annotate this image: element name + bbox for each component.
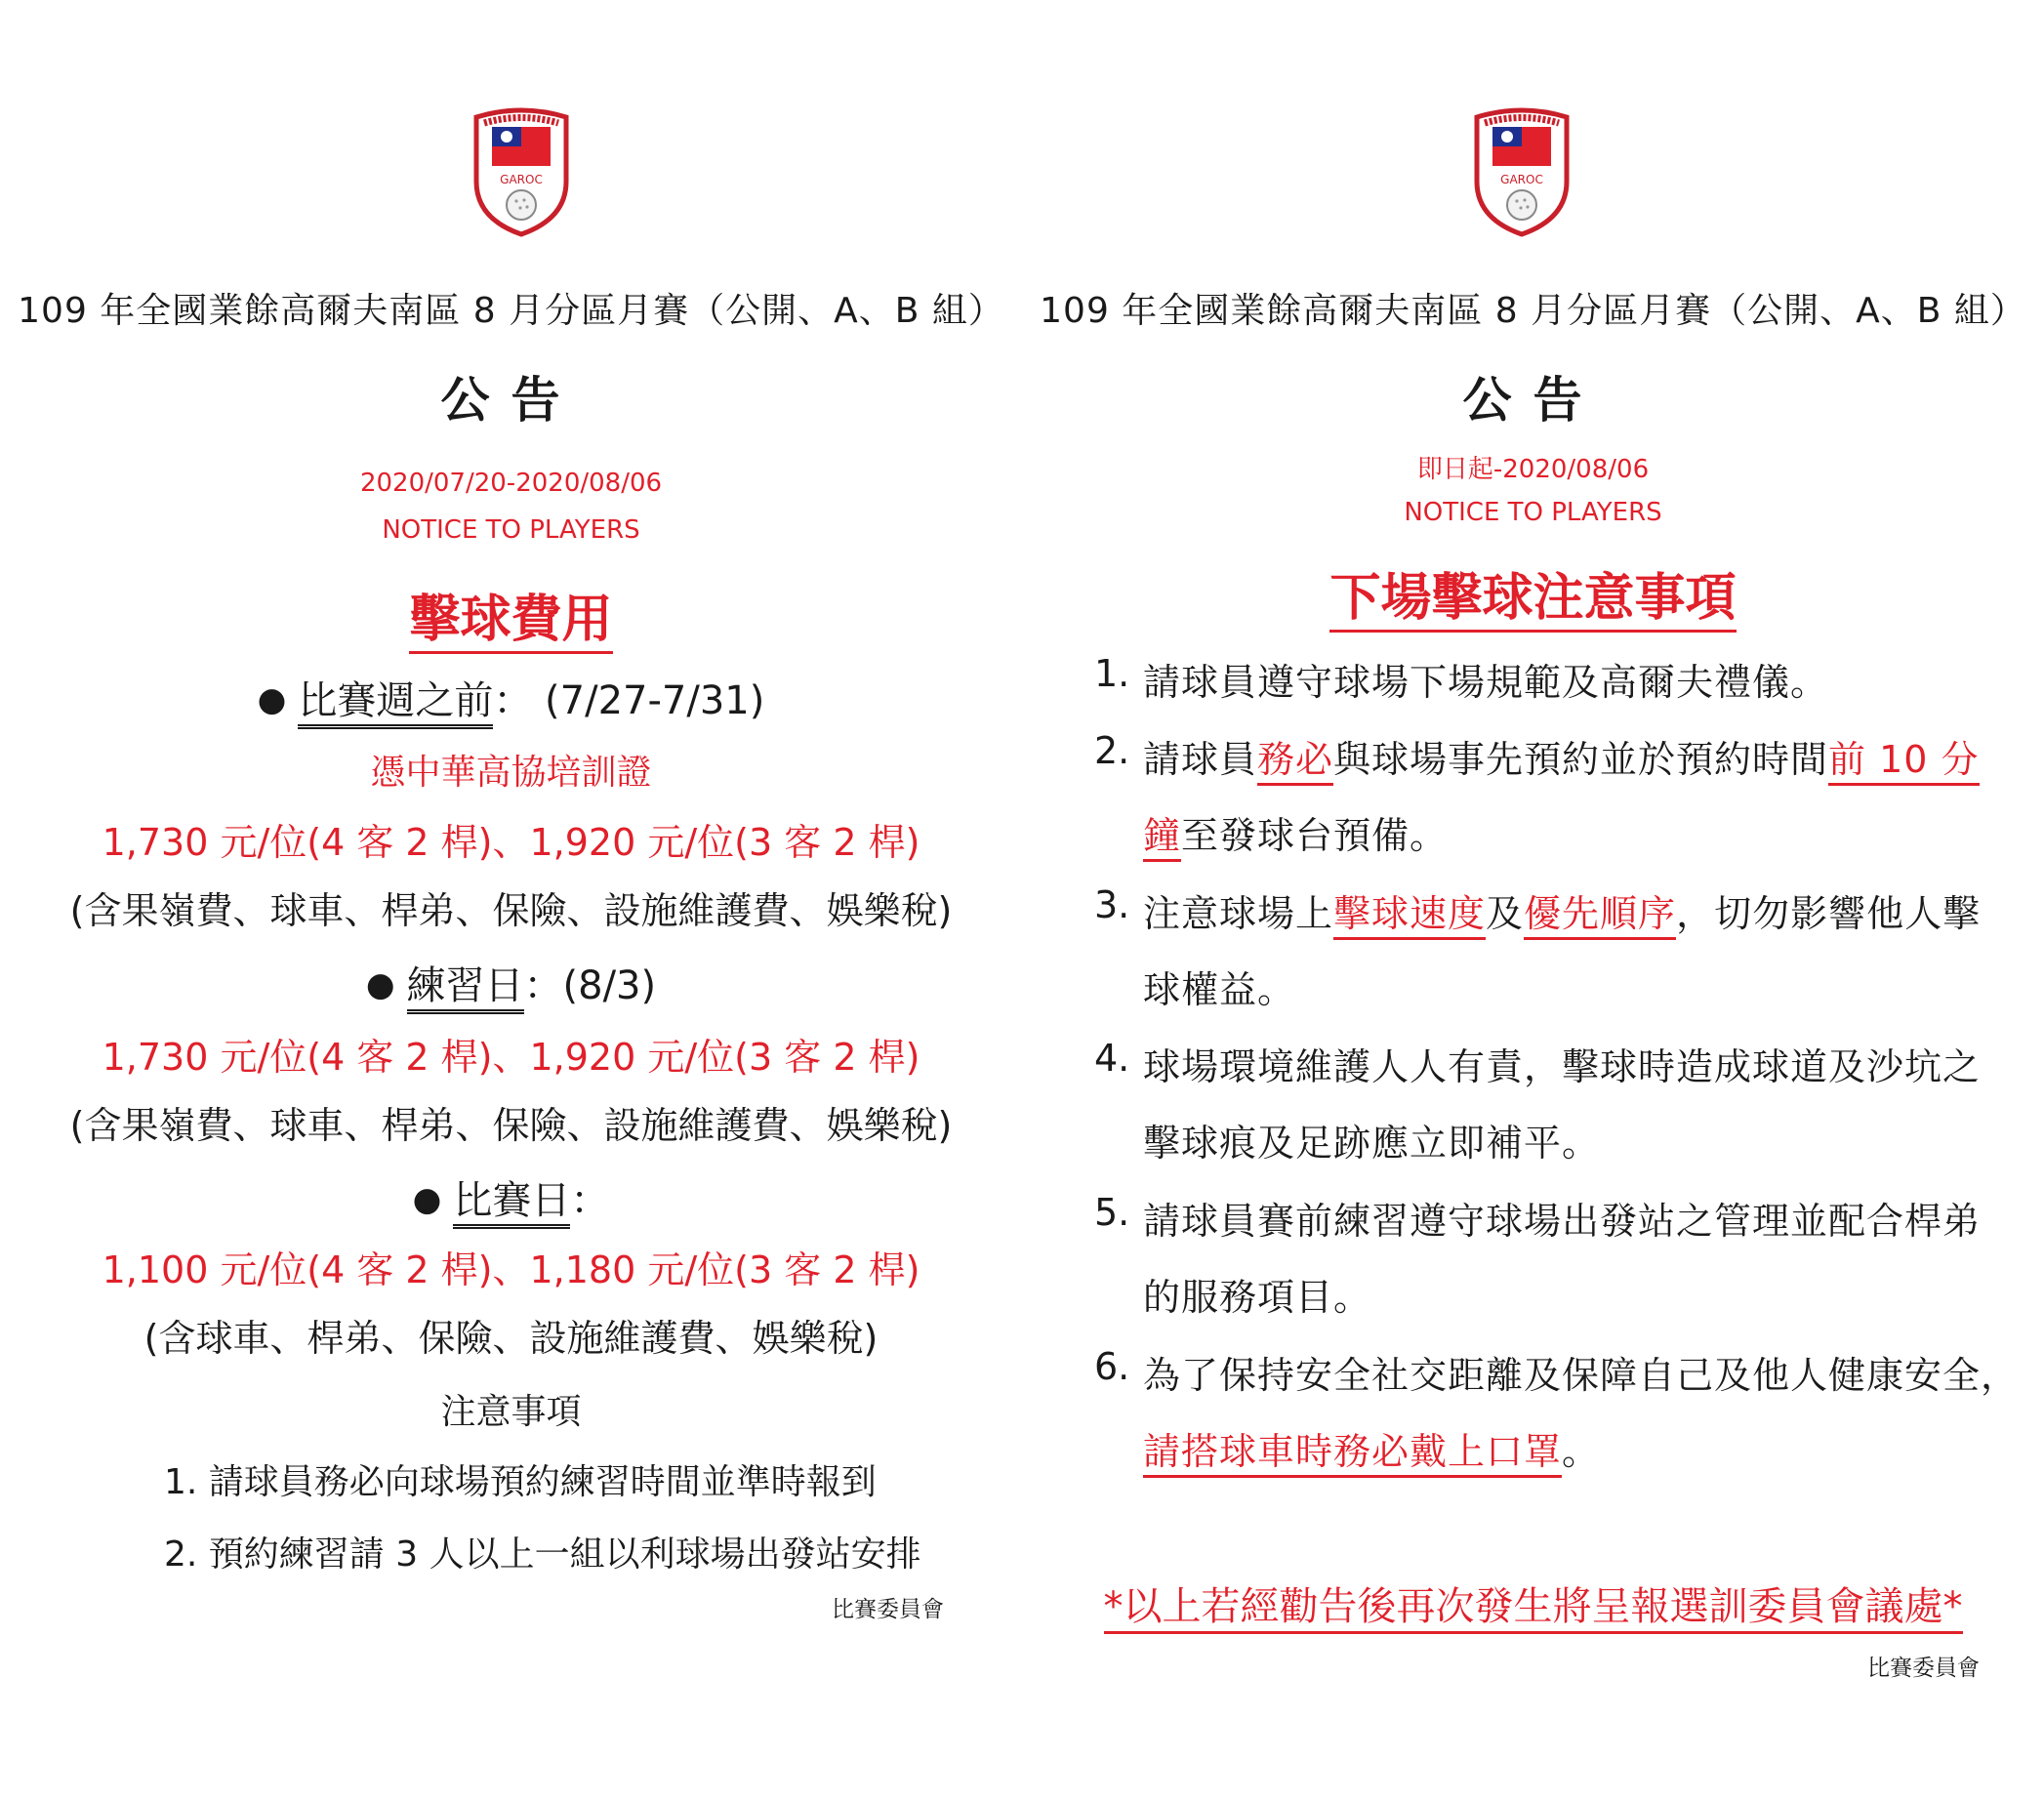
rule-text: 球權益。 [1143, 968, 1296, 1011]
rule-number: 1. [1094, 652, 1130, 695]
rule-highlight: 前 10 分 [1828, 738, 1980, 786]
period-label: 練習日 [407, 963, 524, 1014]
notice-title: 109 年全國業餘高爾夫南區 8 月分區月賽（公開、A、B 組） [1040, 291, 2026, 331]
period-label: 比賽日 [453, 1178, 570, 1229]
includes: (含果嶺費、球車、桿弟、保險、設施維護費、娛樂稅) [69, 889, 953, 932]
period-suffix: ：(8/3) [523, 963, 657, 1008]
section-title-text: 下場擊球注意事項 [1329, 569, 1736, 633]
price: 1,730 元/位(4 客 2 桿)、1,920 元/位(3 客 2 桿) [102, 821, 920, 864]
rule-text-part: 。 [1562, 1430, 1601, 1473]
note-item: 1. 請球員務必向球場預約練習時間並準時報到 [164, 1462, 877, 1502]
warning-text [1022, 1575, 2044, 1631]
svg-text:GAROC: GAROC [1500, 173, 1543, 186]
price: 1,100 元/位(4 客 2 桿)、1,180 元/位(3 客 2 桿) [102, 1248, 920, 1291]
bullet-icon: ● [412, 1180, 442, 1219]
rule-highlight: 務必 [1257, 738, 1333, 786]
rule-text [1143, 883, 1981, 937]
rule-number: 5. [1094, 1191, 1130, 1234]
rule-number: 6. [1094, 1345, 1130, 1388]
rule-highlight: 擊球速度 [1333, 892, 1486, 940]
rule-text: 為了保持安全社交距離及保障自己及他人健康安全， [1143, 1354, 2020, 1397]
includes: (含球車、桿弟、保險、設施維護費、娛樂稅) [143, 1317, 879, 1360]
rule-text: 請球員遵守球場下場規範及高爾夫禮儀。 [1143, 661, 1829, 704]
rule-text [1143, 805, 1448, 859]
rule-highlight: 鐘 [1143, 814, 1181, 862]
right-notice-panel [1022, 0, 2044, 1800]
rule-text: 請球員賽前練習遵守球場出發站之管理並配合桿弟 [1143, 1200, 1982, 1243]
date-range: 即日起-2020/08/06 [1416, 455, 1650, 484]
rule-text-part: 請球員 [1143, 738, 1258, 781]
committee-signature: 比賽委員會 [832, 1597, 944, 1622]
rule-highlight: 優先順序 [1524, 892, 1676, 940]
rule-text: 的服務項目。 [1143, 1276, 1372, 1319]
warning-text-content: *以上若經勸告後再次發生將呈報選訓委員會議處* [1104, 1584, 1963, 1634]
note-item: 2. 預約練習請 3 人以上一組以利球場出發站安排 [164, 1534, 921, 1575]
fee-period-before-week [0, 670, 1022, 725]
notice-to-players: NOTICE TO PLAYERS [1404, 498, 1662, 527]
rule-number: 2. [1094, 729, 1130, 772]
svg-text:GAROC: GAROC [500, 173, 543, 186]
section-title [1022, 556, 2044, 630]
qualifier: 憑中華高協培訓證 [370, 753, 652, 793]
rule-text [1143, 729, 1980, 783]
date-range: 2020/07/20-2020/08/06 [359, 469, 663, 498]
notice-heading: 公告 [440, 372, 582, 429]
rule-number: 4. [1094, 1037, 1130, 1080]
rule-text-part: ，切勿影響他人擊 [1676, 892, 1982, 935]
garoc-shield-emblem [470, 103, 572, 238]
bullet-icon: ● [257, 680, 287, 719]
notice-title: 109 年全國業餘高爾夫南區 8 月分區月賽（公開、A、B 組） [18, 291, 1004, 331]
rule-text: 擊球痕及足跡應立即補平。 [1143, 1122, 1601, 1165]
period-label: 比賽週之前 [298, 678, 493, 729]
rule-text-part: 至發球台預備。 [1181, 814, 1449, 857]
fee-period-practice-day [0, 955, 1022, 1010]
notice-to-players: NOTICE TO PLAYERS [382, 515, 640, 545]
period-suffix: ： (7/27-7/31) [493, 678, 765, 723]
section-title [0, 578, 1022, 651]
rule-text-part: 注意球場上 [1143, 892, 1334, 935]
committee-signature: 比賽委員會 [1867, 1656, 1980, 1681]
period-suffix: ： [570, 1178, 610, 1223]
rule-number: 3. [1094, 883, 1130, 926]
rule-text-part: 與球場事先預約並於預約時間 [1333, 738, 1829, 781]
garoc-logo [470, 103, 572, 238]
rule-highlight: 請搭球車時務必戴上口罩 [1143, 1430, 1562, 1478]
fee-period-match-day [0, 1169, 1022, 1225]
bullet-icon: ● [365, 965, 395, 1004]
notes-heading: 注意事項 [440, 1392, 582, 1432]
rule-text [1143, 1421, 1600, 1475]
garoc-logo [1471, 103, 1573, 238]
price: 1,730 元/位(4 客 2 桿)、1,920 元/位(3 客 2 桿) [102, 1036, 920, 1079]
rule-text-part: 及 [1486, 892, 1525, 935]
includes: (含果嶺費、球車、桿弟、保險、設施維護費、娛樂稅) [69, 1104, 953, 1147]
notice-heading: 公告 [1462, 372, 1604, 429]
section-title-text: 擊球費用 [409, 591, 612, 654]
garoc-shield-emblem [1471, 103, 1573, 238]
rule-text: 球場環境維護人人有責，擊球時造成球道及沙坑之 [1143, 1045, 1982, 1088]
